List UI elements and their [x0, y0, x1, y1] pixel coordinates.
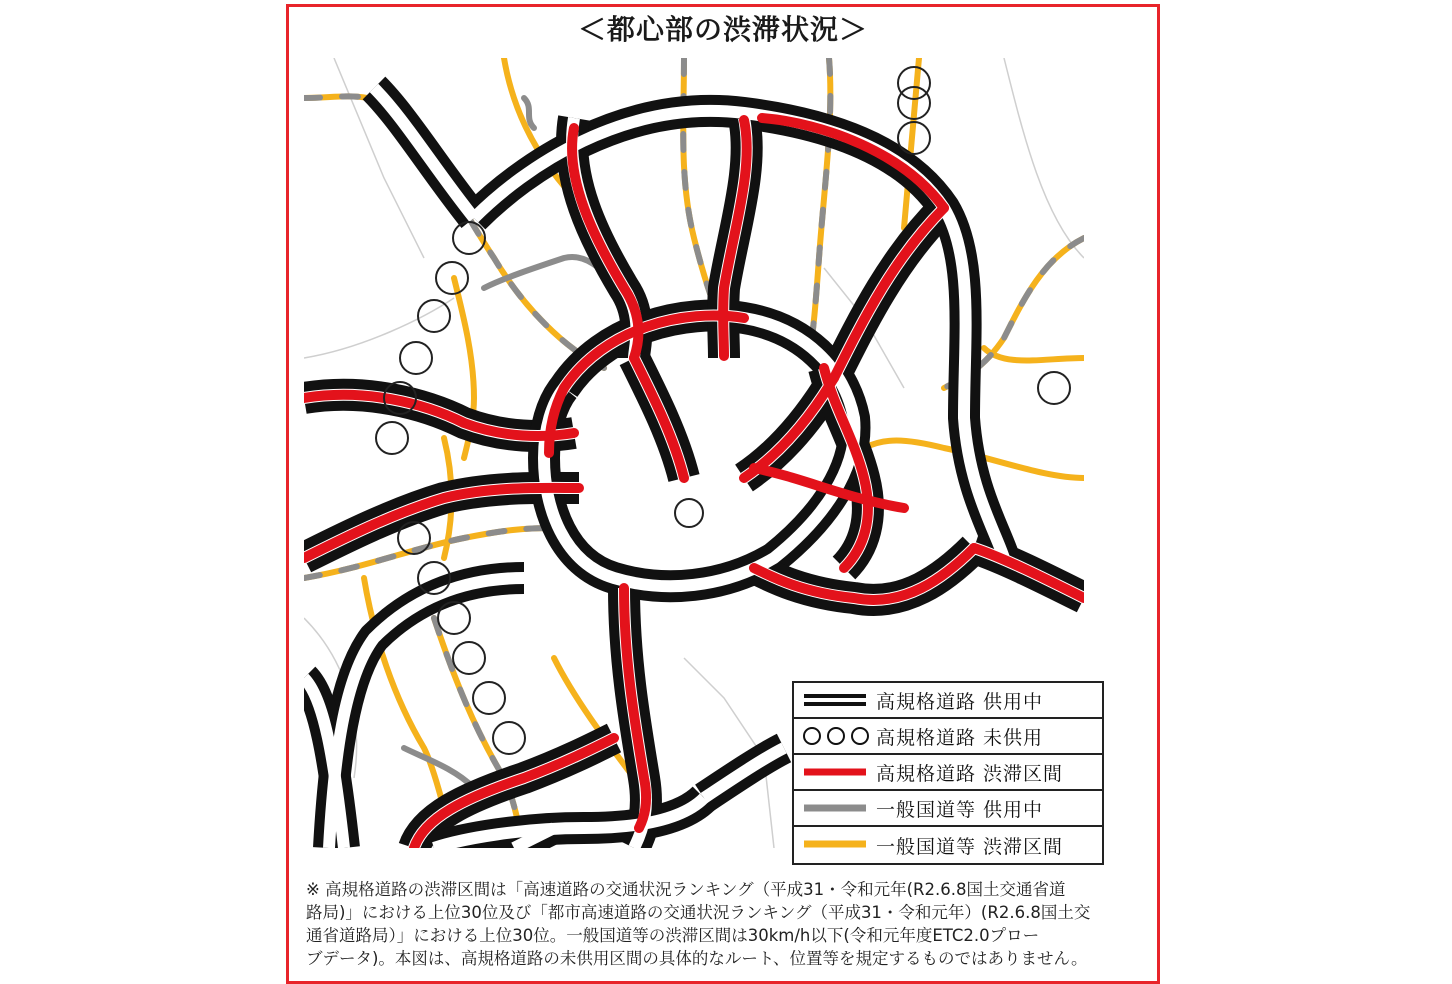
- expressway-congested-line-icon: [794, 755, 876, 789]
- legend-label: 一般国道等 供用中: [876, 798, 1044, 821]
- national-road-open-line-icon: [794, 791, 876, 825]
- legend-row: [794, 683, 1102, 719]
- footnote-line: ※ 高規格道路の渋滞区間は「高速道路の交通状況ランキング（平成31・令和元年(R2.6.8国土交通省道: [306, 880, 1066, 899]
- page-title: ＜都心部の渋滞状況＞: [577, 13, 868, 46]
- expressway-planned-circles-icon: [794, 719, 876, 753]
- legend-row: [794, 827, 1102, 863]
- footnote-line: ブデータ)。本図は、高規格道路の未供用区間の具体的なルート、位置等を規定するものではありません。: [306, 949, 1088, 968]
- legend-label: 一般国道等 渋滞区間: [876, 835, 1064, 858]
- footnote-line: 通省道路局）」における上位30位。一般国道等の渋滞区間は30km/h以下(令和元年度ETC2.0プロー: [306, 926, 1040, 945]
- legend-row: [794, 719, 1102, 755]
- national-road-congested-line-icon: [794, 827, 876, 863]
- legend-label: 高規格道路 未供用: [876, 726, 1044, 749]
- footnote-line: 路局)」における上位30位及び「都市高速道路の交通状況ランキング（平成31・令和元年）(R2.6.8国土交: [306, 903, 1091, 922]
- legend-label: 高規格道路 渋滞区間: [876, 762, 1064, 785]
- legend-label: 高規格道路 供用中: [876, 690, 1044, 713]
- legend-row: [794, 791, 1102, 827]
- footnote: [306, 878, 1152, 970]
- map-legend: [792, 681, 1104, 865]
- legend-row: [794, 755, 1102, 791]
- expressway-open-line-icon: [794, 683, 876, 717]
